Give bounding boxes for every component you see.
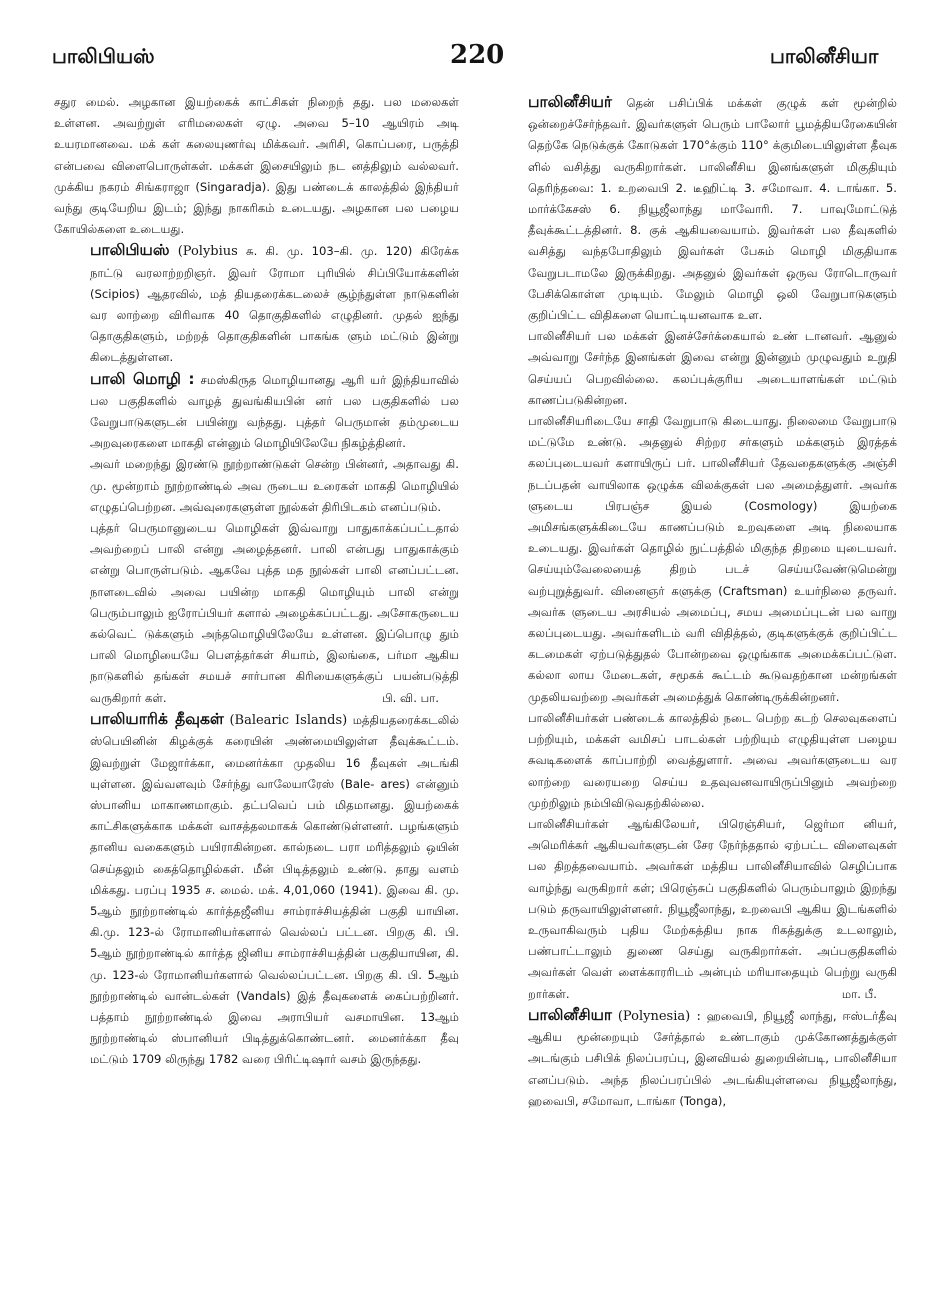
balearic-entry: [54, 709, 459, 1070]
polynesians-p3: பாலினீசியரிடையே சாதி வேறுபாடு கிடையாது. நிலைமை வேறுபாடு மட்டுமே உண்டு. அதனுல் சிற்றர சர்களும் மக்களும் இரத்தக் கலப்புடையவர் களாயிருப் பர். பாலினீசியர் தேவதைகளுக்கு அஞ்சி நடப்பதன் வாயிலாக ஒழுக்க விலக்குகள் பல அமைத்துளர். அவர்க ளுடைய பிரபஞ்ச இயல் (Cosmology) இயற்கை அமிசங்களுக்கிடையே காணப்படும் உறவுகளை அடி நிலையாக உடையது. இவர்கள் தொழில் நுட்பத்தில் மிகுந்த திறமை யுடையவர். செய்யும்வேலையைத் திறம் படச் செய்யவேண்டுமென்று வற்புறுத்துவர். வினைஞர் களுக்கு (Craftsman) உயர்நிலை தருவர். அவர்க ளுடைய அரசியல் அமைப்பு, சமய அமைப்புடன் பல வாறு கலப்புடையது. அவர்களிடம் வரி விதித்தல், குடிகளுக்குக் குறிப்பிட்ட கடமைகள் ஏற்படுத்துதல் போன்றவை ஒழுங்காக அமைக்கப்பட்டுள. கல்லா லாய மேடைகள், சமூகக் கூட்டம் கூடுவதற்கான மன்றங்கள் முதலியவற்றை அவர்கள் அமைத்துக் கொண்டிருக்கின்றனர்.: [528, 414, 897, 704]
polybius-title: பாலிபியஸ்: [90, 241, 170, 260]
pali-language-title: பாலி மொழி :: [90, 369, 195, 388]
polynesia-latin-name: (Polynesia) :: [617, 1008, 701, 1024]
polynesia-entry: [492, 1005, 897, 1112]
right-column: [492, 92, 897, 1112]
polybius-latin-name: (Polybius: [177, 244, 238, 260]
pali-signature: பி. வி. பா.: [382, 690, 439, 705]
polynesians-p4: பாலினீசியர்கள் பண்டைக் காலத்தில் நடை பெற்ற கடற் செலவுகளைப் பற்றியும், மக்கள் வமிசப் பாடல்கள் பற்றியும் எழுதியுள்ள பழைய சுவடிகளைக் காப்பாற்றி வைத்துளார். அவை அவர்களுடைய வர லாற்றை வரையறை செய்ய உதவுவனவாயிருப்பினும் அவற்றை முற்றிலும் நம்பிவிடுவதற்கில்லை.: [528, 710, 897, 810]
polybius-body: சு. கி. மு. 103–கி. மு. 120) கிரேக்க நாட்டு வரலாற்றறிஞர். இவர் ரோமா புரியில் சிப்பியோக்களின் (Scipios) ஆதரவில், மத் தியதரைக்கடலைச் சூழ்ந்துள்ள நாடுகளின் வர லாற்றை விரிவாக 40 தொகுதிகளில் எழுதினர். முதல் ஐந்து தொகுதிகளும், மற்றத் தொகுதிகளின் பாகங்க ளும் மட்டும் இன்று கிடைத்துள்ளன.: [90, 244, 459, 365]
polynesians-entry: [492, 92, 897, 326]
balearic-title: பாலியாரிக் தீவுகள்: [90, 710, 224, 729]
polynesians-p1: தென் பசிப்பிக் மக்கள் குழுக் கள் மூன்றில் ஒன்றைச்சேர்ந்தவர். இவர்களுள் பெரும் பாலோர் பூமத்தியரேகையின் தெற்கே நெடுக்குக் கோடுகள் 170°க்கும் 110° க்குமிடையிலுள்ள தீவுக ளில் வசித்து வருகிறார்கள். பாலினீசிய இனங்களுள் மிகுதியும் தெரிந்தவை: 1. உறவைபி 2. டீஹிட்டி 3. சமோவா. 4. டாங்கா. 5. மார்க்கேசஸ் 6. நியூஜீலாந்து மாவோரி. 7. பாவுமோட்டுத் தீவுக்கூட்டத்தினர். 8. குக் ஆகியவையாம். இவர்கள் பல தீவுகளில் வசித்து வந்தபோதிலும் இவர்கள் பேசும் மொழி மிகுதியாக வேறுபடாமலே இருக்கிறது. அதனுல் இவர்கள் ஒருவ ரோடொருவர் பேசிக்கொள்ள முடியும். மேலும் மொழி ஒலி வேறுபாடுகளும் குறிப்பிட்ட விதிகளை யொட்டியனவாக உள.: [528, 96, 898, 323]
polynesia-body: ஹவைபி, நியூஜீ லாந்து, ஈஸ்டர்தீவு ஆகிய மூன்றையும் சேர்த்தால் உண்டாகும் முக்கோணத்துக்குள் அடங்கும் பசிபிக் நிலப்பரப்பு, இனவியல் துறையின்படி, பாலினீசியா எனப்படும். அந்த நிலப்பரப்பில் அடங்கியுள்ளவை நியூஜீலாந்து, ஹவைபி, சமோவா, டாங்கா (Tonga),: [528, 1008, 898, 1108]
running-head-right: பாலினீசியா: [770, 44, 879, 68]
polynesia-title: பாலினீசியா: [528, 1005, 612, 1024]
page-number: 220: [450, 40, 505, 70]
pali-language-entry: [54, 369, 459, 455]
pali-body-3: புத்தர் பெருமானுடைய மொழிகள் இவ்வாறு பாதுகாக்கப்பட்டதால் அவற்றைப் பாலி என்று அழைத்தனர். பாலி என்பது பாதுகாக்கும் என்று பொருள்படும். ஆகவே புத்த மத நூல்கள் பாலி எனப்பட்டன. நாளடைவில் அவை பயின்ற மாகதி மொழியும் பாலி என்று பெரும்பாலும் ஐரோப்பியர் களால் அழைக்கப்பட்டது. அசோகருடைய கல்வெட் டுக்களும் அந்தமொழியிலேயே உள்ளன. இப்பொழு தும் பாலி மொழியையே பௌத்தர்கள் சியாம், இலங்கை, பர்மா ஆகிய நாடுகளில் தங்கள் சமயச் சார்பான கிரியைகளுக்குப் பயன்படுத்தி வருகிறார் கள்.: [90, 521, 459, 705]
balearic-body: மத்தியதரைக்கடலில் ஸ்பெயினின் கிழக்குக் கரையின் அண்மையிலுள்ள தீவுக்கூட்டம். இவற்றுள் மேஜார்க்கா, மைனர்க்கா முதலிய 16 தீவுகள் அடங்கி யுள்ளன. இவ்வளவும் சேர்ந்து வாலேயாரேஸ் (Bale- ares) என்னும் ஸ்பானிய மாகாணமாகும். தட்பவெப் பம் மிதமானது. இயற்கைக் காட்சிகளுக்காக மக்கள் வாசத்தலமாகக் கொண்டுள்ளனர். பழங்களும் தானிய வகைகளும் பயிராகின்றன. கால்நடை பரா மரித்தலும் ஒயின் செய்தலும் கைத்தொழில்கள். மீன் பிடித்தலும் உண்டு. தாது வளம் மிக்கது. பரப்பு 1935 ச. மைல். மக். 4,01,060 (1941). இவை கி. மு. 5ஆம் நூற்றாண்டில் கார்த்தஜீனிய சாம்ராச்சியத்தின் பகுதி யாயின. கி.மு. 123-ல் ரோமானியர்களால் வெல்லப் பட்டன. பிறகு கி. பி. 5ஆம் நூற்றாண்டில் கார்த்த ஜினிய சாம்ராச்சியத்தின் பகுதியாயின, கி. மு. 123-ல் ரோமானியர்களால் வெல்லப்பட்டன. பிறகு கி. பி. 5ஆம் நூற்றாண்டில் வான்டல்கள் (Vandals) இத் தீவுகளைக் கைப்பற்றினர். பத்தாம் நூற்றாண்டில் இவை அராபியர் வசமாயின. 13ஆம் நூற்றாண்டில் ஸ்பானியர் பிடித்துக்கொண்டனர். மைனர்க்கா தீவு மட்டும் 1709 லிருந்து 1782 வரை பிரிட்டிஷார் வசம் இருந்தது.: [90, 713, 460, 1067]
bali-continuation-paragraph: சதுர மைல். அழகான இயற்கைக் காட்சிகள் நிறைந் தது. பல மலைகள் உள்ளன. அவற்றுள் எரிமலைகள் ஏழு. அவை 5–10 ஆயிரம் அடி உயரமானவை. மக் கள் கலையுணர்வு மிக்கவர். அரிசி, கொப்பரை, பருத்தி என்பவை விளைபொருள்கள். மக்கள் இசையிலும் நட னத்திலும் வல்லவர். முக்கிய நகரம் சிங்கராஜா (Singaradja). இது பண்டைக் காலத்தில் இந்தியர் வந்து குடியேறிய இடம்; இந்து நாகரிகம் உடையது. அழகான பல பழைய கோயில்களை உடையது.: [54, 95, 459, 237]
balearic-latin-name: (Balearic Islands): [229, 713, 348, 729]
running-head-left: பாலிபியஸ்: [52, 44, 155, 68]
polynesians-p2: பாலினீசியர் பல மக்கள் இனச்சேர்க்கையால் உண் டானவர். ஆனுல் அவ்வாறு சேர்ந்த இனங்கள் இவை என்று இன்னும் முழுவதும் உறுதி செய்யப் பெறவில்லை. கலப்புக்குரிய அடையாளங்கள் மட்டும் காணப்படுகின்றன.: [528, 329, 897, 407]
left-column: [54, 92, 459, 1071]
pali-body-2: அவர் மறைந்து இரண்டு நூற்றாண்டுகள் சென்ற பின்னர், அதாவது கி. மு. மூன்றாம் நூற்றாண்டில் அவ ருடைய உரைகள் மாகதி மொழியில் எழுதப்பெற்றன. அவ்வுரைகளுள்ள நூல்கள் திரிபிடகம் எனப்படும்.: [90, 457, 459, 514]
polynesians-p5: பாலினீசியர்கள் ஆங்கிலேயர், பிரெஞ்சியர், ஜெர்மா னியர், அமெரிக்கர் ஆகியவர்களுடன் சேர நேர்ந்ததால் ஏற்பட்ட விளைவுகள் பல திறத்தவையாம். அவர்கள் மத்திய பாலினீசியாவில் செழிப்பாக வாழ்ந்து வருகிறார் கள்; பிரெஞ்சுப் பகுதிகளில் பெரும்பாலும் இறந்து படும் தருவாயிலுள்ளனர். நியூஜீலாந்து, உறவைபி ஆகிய இடங்களில் உருவாகிவரும் புதிய மேற்கத்திய நாக ரிகத்துக்கு உடலாலும், பண்பாட்டாலும் துணை செய்து வருகிறார்கள். அப்பகுதிகளில் அவர்கள் வெள் ளைக்காரரிடம் அன்பும் மரியாதையும் பெற்று வருகி றார்கள்.: [528, 816, 897, 1001]
polynesians-signature: மா. பீ.: [841, 986, 877, 1001]
pali-body-1: சமஸ்கிருத மொழியானது ஆரி யர் இந்தியாவில் பல பகுதிகளில் வாழத் துவங்கியபின் னர் பல பகுதிகளில் பல வேறுபாடுகளுடன் பயின்று வந்தது. புத்தர் பெருமான் தம்முடைய அறவுரைகளை மாகதி என்னும் மொழியிலேயே நிகழ்த்தினர்.: [90, 372, 460, 451]
polybius-entry: [54, 240, 459, 368]
polynesians-title: பாலினீசியர்: [528, 93, 612, 111]
